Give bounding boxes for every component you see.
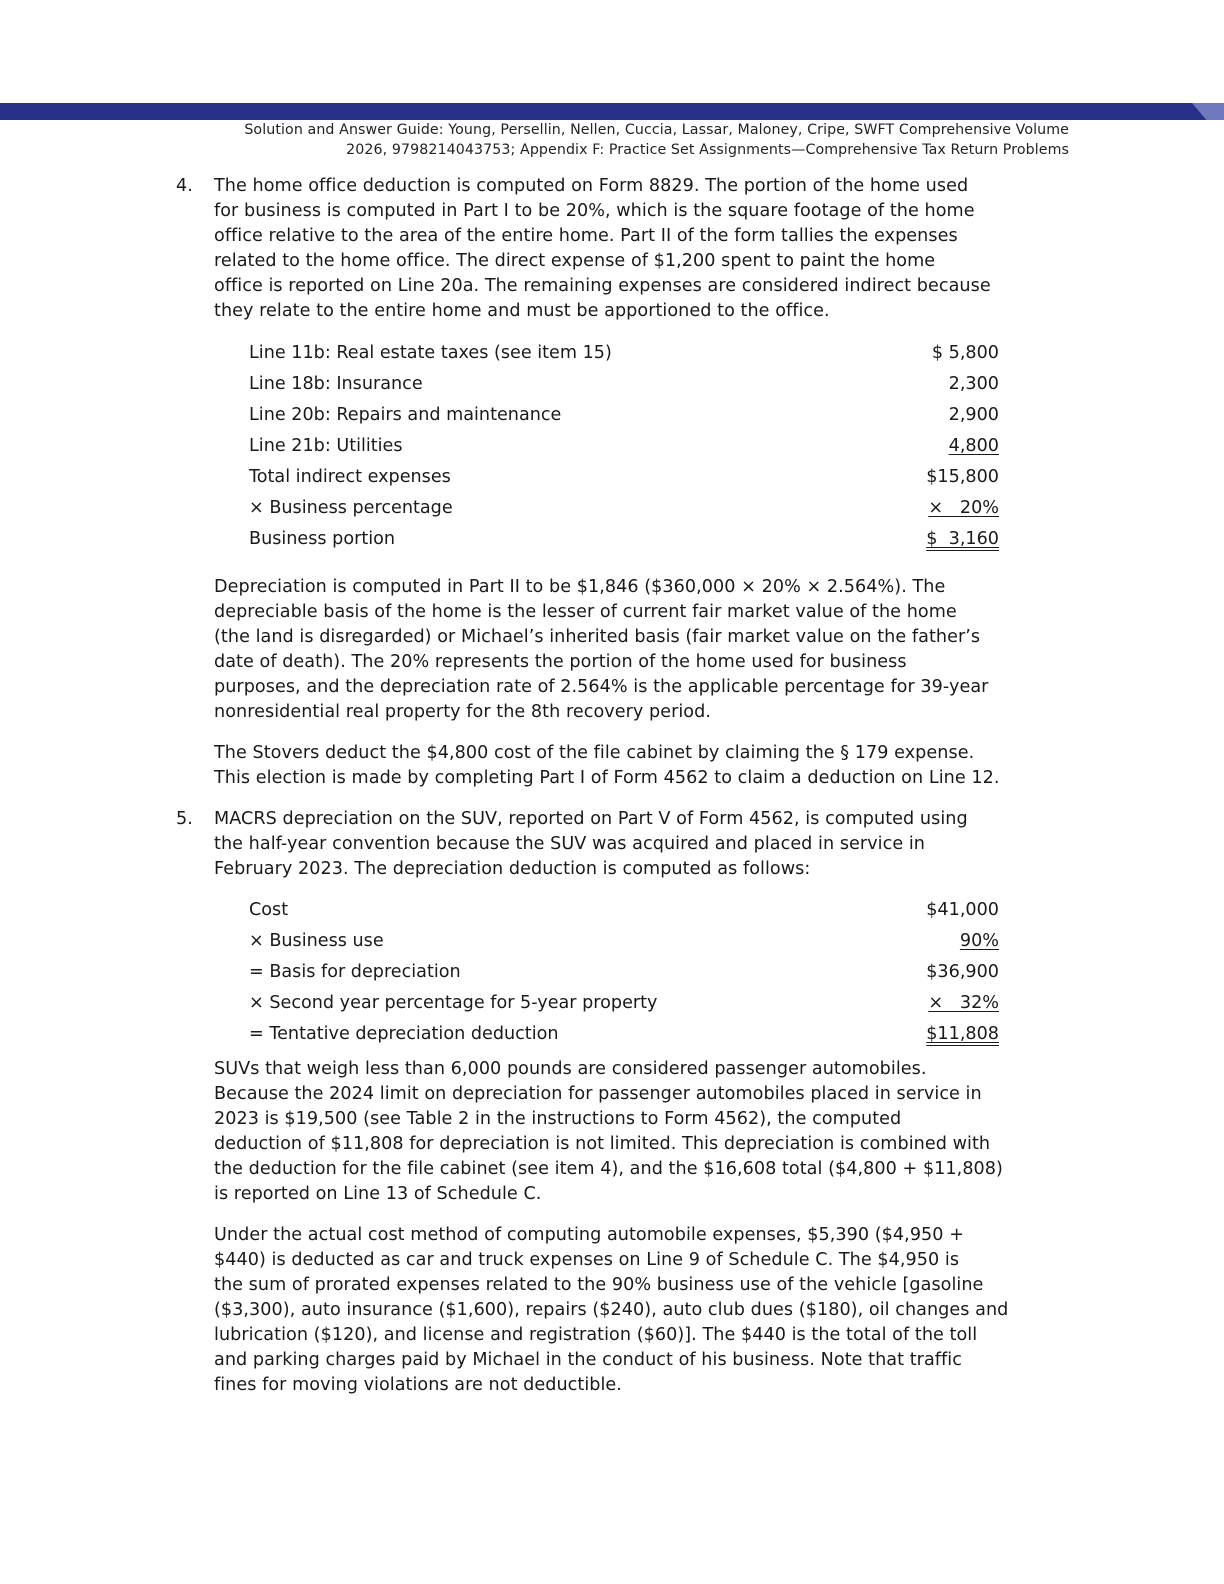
- row-label: × Second year percentage for 5-year property: [249, 993, 658, 1013]
- table-row: [249, 898, 999, 929]
- row-amount: 2,900: [948, 405, 999, 425]
- row-amount: $ 5,800: [931, 343, 999, 363]
- row-label: = Tentative depreciation deduction: [249, 1024, 559, 1044]
- text-line: $440) is deducted as car and truck expenses on Line 9 of Schedule C. The $4,950 is: [214, 1250, 960, 1270]
- table-row: [249, 991, 999, 1022]
- text-line: they relate to the entire home and must be apportioned to the office.: [214, 301, 830, 321]
- text-line: office relative to the area of the entire home. Part II of the form tallies the expenses: [214, 226, 958, 246]
- item-5-number: 5.: [176, 809, 193, 829]
- suv-depreciation-table: [249, 898, 999, 1053]
- text-line: the half-year convention because the SUV was acquired and placed in service in: [214, 834, 925, 854]
- text-line: Under the actual cost method of computing automobile expenses, $5,390 ($4,950 +: [214, 1225, 964, 1245]
- running-header: [170, 120, 1069, 160]
- text-line: 2023 is $19,500 (see Table 2 in the instructions to Form 4562), the computed: [214, 1109, 902, 1129]
- table-row: [249, 465, 999, 496]
- text-line: date of death). The 20% represents the portion of the home used for business: [214, 652, 907, 672]
- row-amount: $36,900: [926, 962, 999, 982]
- text-line: February 2023. The depreciation deduction is computed as follows:: [214, 859, 811, 879]
- table-row: [249, 372, 999, 403]
- text-line: deduction of $11,808 for depreciation is not limited. This depreciation is combined with: [214, 1134, 991, 1154]
- text-line: SUVs that weigh less than 6,000 pounds are considered passenger automobiles.: [214, 1059, 927, 1079]
- text-line: is reported on Line 13 of Schedule C.: [214, 1184, 542, 1204]
- row-amount: × 20%: [928, 498, 999, 518]
- table-row: [249, 929, 999, 960]
- text-line: fines for moving violations are not deductible.: [214, 1375, 622, 1395]
- row-label: Cost: [249, 900, 289, 920]
- text-line: depreciable basis of the home is the lesser of current fair market value of the home: [214, 602, 957, 622]
- header-band: [0, 103, 1224, 120]
- item-4-number: 4.: [176, 176, 193, 196]
- text-line: ($3,300), auto insurance ($1,600), repairs ($240), auto club dues ($180), oil changes and: [214, 1300, 1009, 1320]
- text-line: The home office deduction is computed on Form 8829. The portion of the home used: [214, 176, 969, 196]
- text-line: Depreciation is computed in Part II to be $1,846 ($360,000 × 20% × 2.564%). The: [214, 577, 946, 597]
- row-amount: $ 3,160: [926, 529, 999, 549]
- row-amount: 2,300: [948, 374, 999, 394]
- row-label: Line 18b: Insurance: [249, 374, 423, 394]
- text-line: lubrication ($120), and license and registration ($60)]. The $440 is the total of the toll: [214, 1325, 978, 1345]
- row-label: × Business use: [249, 931, 384, 951]
- row-amount: × 32%: [928, 993, 999, 1013]
- item-5-intro: [214, 807, 1076, 882]
- table-row: [249, 434, 999, 465]
- row-amount: 4,800: [948, 436, 999, 456]
- row-label: Line 21b: Utilities: [249, 436, 403, 456]
- row-amount: $41,000: [926, 900, 999, 920]
- item-4-intro: [214, 174, 1076, 324]
- text-line: related to the home office. The direct expense of $1,200 spent to paint the home: [214, 251, 936, 271]
- text-line: and parking charges paid by Michael in the conduct of his business. Note that traffic: [214, 1350, 962, 1370]
- text-line: for business is computed in Part I to be 20%, which is the square footage of the home: [214, 201, 975, 221]
- item-4-depreciation: [214, 575, 1076, 725]
- table-row: [249, 960, 999, 991]
- row-label: Business portion: [249, 529, 396, 549]
- row-label: = Basis for depreciation: [249, 962, 461, 982]
- row-amount: $11,808: [926, 1024, 999, 1044]
- header-line-1: Solution and Answer Guide: Young, Persellin, Nellen, Cuccia, Lassar, Maloney, Cripe, SWFT Comprehensive Volume: [244, 122, 1069, 138]
- text-line: the sum of prorated expenses related to the 90% business use of the vehicle [gasoline: [214, 1275, 984, 1295]
- text-line: The Stovers deduct the $4,800 cost of the file cabinet by claiming the § 179 expense.: [214, 743, 975, 763]
- text-line: the deduction for the file cabinet (see item 4), and the $16,608 total ($4,800 + $11,808): [214, 1159, 1003, 1179]
- text-line: (the land is disregarded) or Michael’s inherited basis (fair market value on the father’s: [214, 627, 981, 647]
- table-row: [249, 496, 999, 527]
- header-line-2: 2026, 9798214043753; Appendix F: Practice Set Assignments—Comprehensive Tax Return Problems: [346, 142, 1069, 158]
- table-row: [249, 527, 999, 558]
- text-line: Because the 2024 limit on depreciation for passenger automobiles placed in service in: [214, 1084, 982, 1104]
- text-line: nonresidential real property for the 8th recovery period.: [214, 702, 711, 722]
- row-label: Line 20b: Repairs and maintenance: [249, 405, 562, 425]
- table-row: [249, 403, 999, 434]
- row-amount: $15,800: [926, 467, 999, 487]
- item-5-suv-limit: [214, 1057, 1076, 1207]
- row-label: Total indirect expenses: [249, 467, 451, 487]
- table-row: [249, 1022, 999, 1053]
- text-line: MACRS depreciation on the SUV, reported on Part V of Form 4562, is computed using: [214, 809, 968, 829]
- item-5-actual-cost: [214, 1223, 1076, 1398]
- home-office-expense-table: [249, 341, 999, 558]
- row-amount: 90%: [959, 931, 999, 951]
- row-label: × Business percentage: [249, 498, 453, 518]
- text-line: This election is made by completing Part I of Form 4562 to claim a deduction on Line 12.: [214, 768, 1000, 788]
- text-line: office is reported on Line 20a. The remaining expenses are considered indirect because: [214, 276, 991, 296]
- table-row: [249, 341, 999, 372]
- row-label: Line 11b: Real estate taxes (see item 15): [249, 343, 612, 363]
- text-line: purposes, and the depreciation rate of 2.564% is the applicable percentage for 39-year: [214, 677, 989, 697]
- item-4-section-179: [214, 741, 1076, 791]
